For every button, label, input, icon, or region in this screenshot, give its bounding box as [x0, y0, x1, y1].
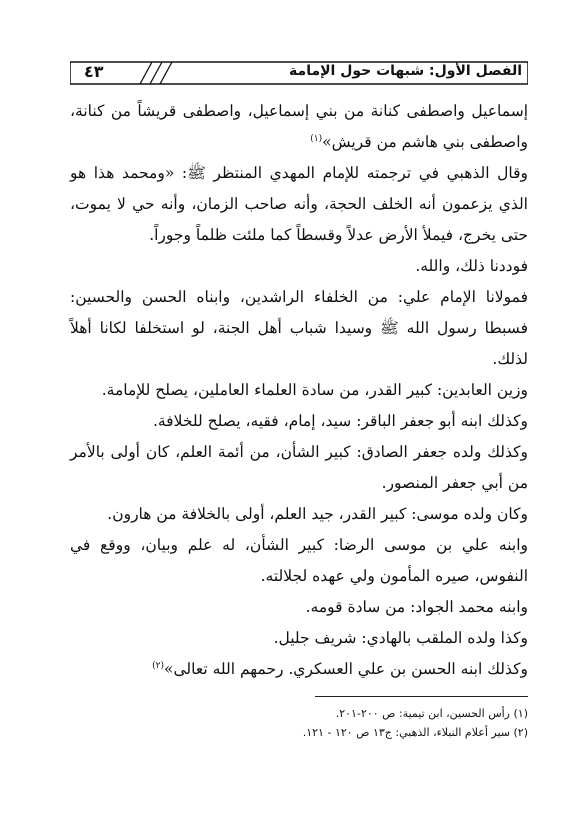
paragraph: وزين العابدين: كبير القدر، من سادة العلماء العاملين، يصلح للإمامة.: [101, 381, 528, 399]
footnote-divider: [315, 696, 528, 697]
paragraph: فوددنا ذلك، والله.: [415, 257, 528, 275]
footnote-ref: (٢): [152, 660, 164, 671]
footnote-ref: (١): [310, 133, 323, 144]
paragraph: وكذلك ابنه الحسن بن علي العسكري. رحمهم الله تعالى»$^{(٢)}$: [152, 660, 528, 678]
page-number: ٤٣: [84, 62, 104, 81]
paragraph: فمولانا الإمام علي: من الخلفاء الراشدين، وابناه الحسن والحسين: فسبطا رسول الله ﷺ وسيدا شباب أهل الجنة، لو استخلفا لكانا أهلاً لذلك.: [70, 288, 528, 368]
body-text: [70, 96, 528, 685]
paragraph: وابنه محمد الجواد: من سادة قومه.: [305, 598, 528, 616]
page-header: [70, 60, 528, 85]
running-title: الفصل الأول: شبهات حول الإمامة: [289, 63, 522, 79]
footnote: (٢) سير أعلام النبلاء، الذهبي: ج١٣ ص ١٢٠ - ١٢١.: [302, 726, 528, 739]
paragraph: وقال الذهبي في ترجمته للإمام المهدي المنتظر ﷺ: «ومحمد هذا هو الذي يزعمون أنه الخلف الحجة، وأنه صاحب الزمان، وأنه حي لا يموت، حتى يخرج، فيملأ الأرض عدلاً وقسطاً كما ملئت ظلماً وجوراً.: [70, 164, 528, 244]
paragraph: وكذا ولده الملقب بالهادي: شريف جليل.: [273, 629, 528, 647]
paragraph: وكان ولده موسى: كبير القدر، جيد العلم، أولى بالخلافة من هارون.: [107, 505, 528, 523]
paragraph: إسماعيل واصطفى كنانة من بني إسماعيل، واصطفى قريشاً من كنانة، واصطفى بني هاشم من قريش»$^{(١)}$: [70, 102, 528, 151]
footnotes: [70, 704, 528, 742]
paragraph: وكذلك ابنه أبو جعفر الباقر: سيد، إمام، فقيه، يصلح للخلافة.: [152, 412, 528, 430]
footnote: (١) رأس الحسين، ابن تيمية: ص ٢٠٠-٢٠١.: [335, 707, 528, 720]
paragraph: وكذلك ولده جعفر الصادق: كبير الشأن، من أئمة العلم، كان أولى بالأمر من أبي جعفر المنصور.: [70, 443, 528, 492]
paragraph: وابنه علي بن موسى الرضا: كبير الشأن، له علم وبيان، ووقع في النفوس، صيره المأمون ولي عهده لجلالته.: [70, 536, 528, 585]
